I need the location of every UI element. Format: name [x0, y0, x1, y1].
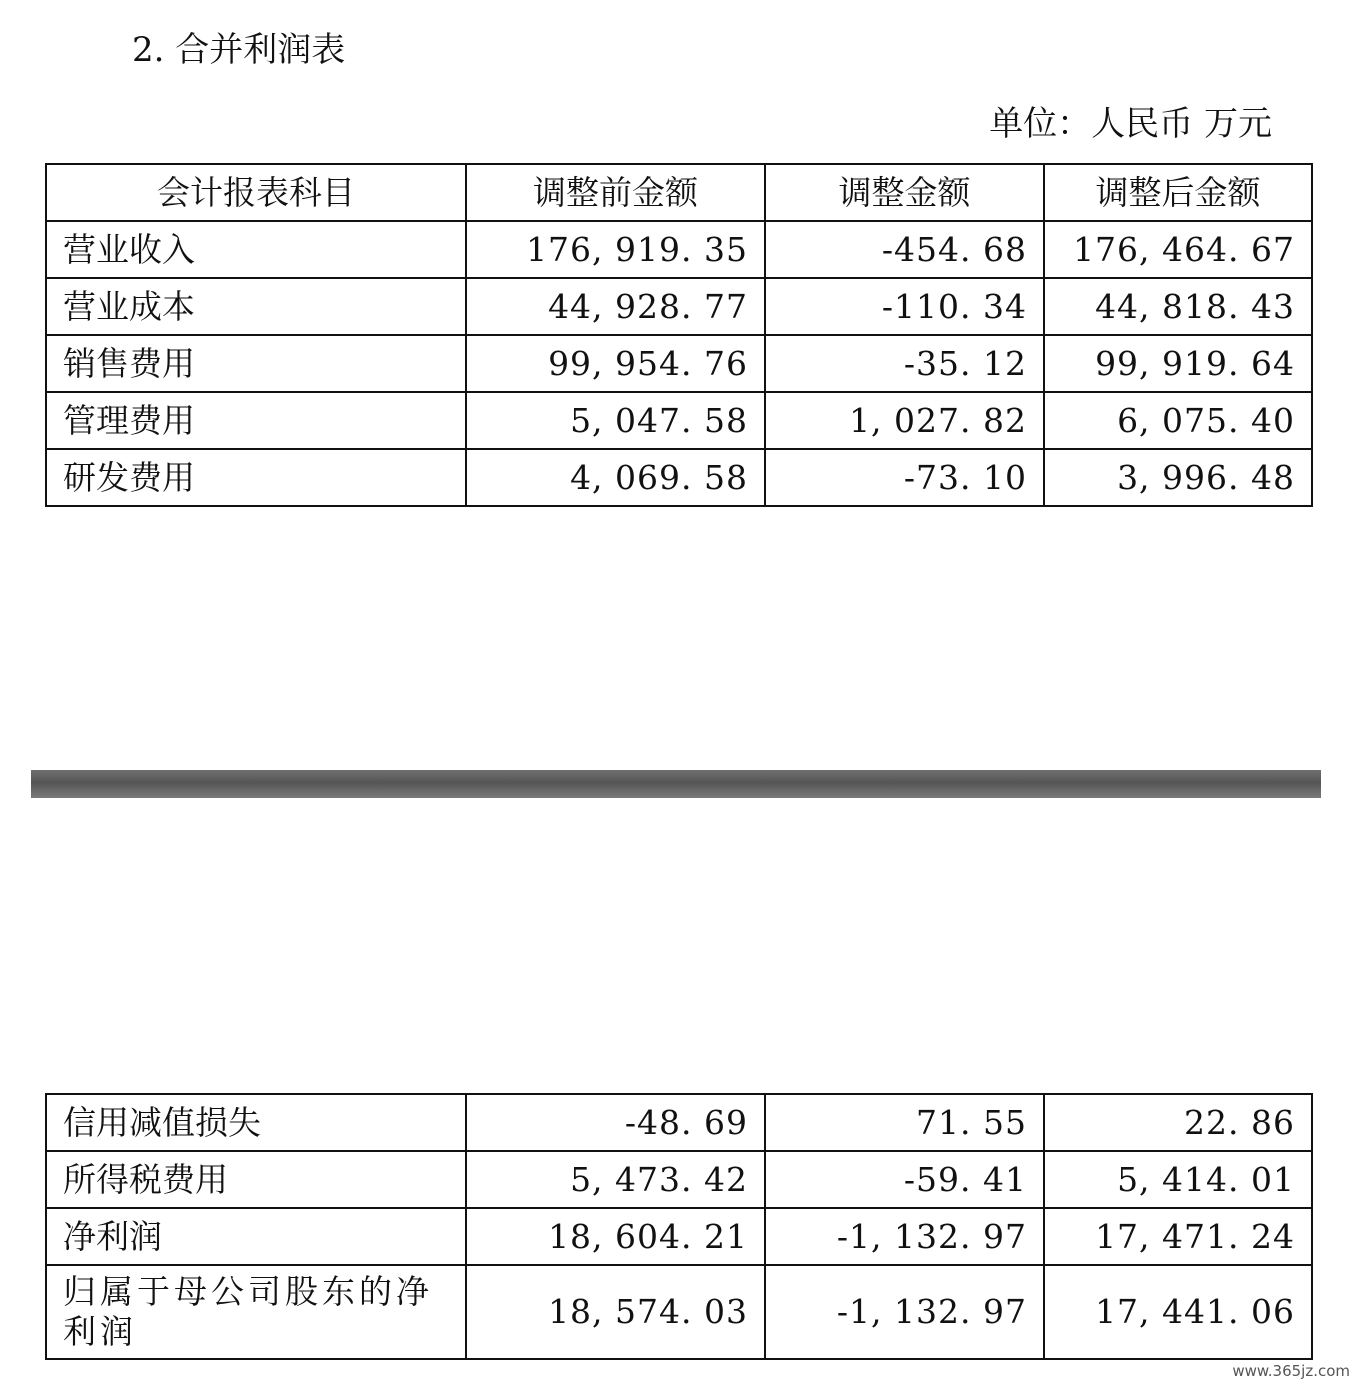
row-item: 管理费用	[46, 392, 466, 449]
row-adjust: -59. 41	[765, 1151, 1044, 1208]
row-item: 信用减值损失	[46, 1094, 466, 1151]
row-after: 176, 464. 67	[1044, 221, 1312, 278]
row-before: 99, 954. 76	[466, 335, 765, 392]
table-row	[46, 392, 1312, 449]
row-after: 5, 414. 01	[1044, 1151, 1312, 1208]
row-adjust: -454. 68	[765, 221, 1044, 278]
row-adjust: -1, 132. 97	[765, 1265, 1044, 1359]
table-row	[46, 1265, 1312, 1359]
income-statement-table-top	[45, 163, 1313, 507]
row-item: 销售费用	[46, 335, 466, 392]
row-adjust: -35. 12	[765, 335, 1044, 392]
row-adjust: -110. 34	[765, 278, 1044, 335]
page-divider-band	[31, 770, 1321, 798]
row-after: 22. 86	[1044, 1094, 1312, 1151]
table-row	[46, 1151, 1312, 1208]
header-after: 调整后金额	[1044, 164, 1312, 221]
section-title: 2. 合并利润表	[132, 30, 346, 70]
row-after: 17, 471. 24	[1044, 1208, 1312, 1265]
header-adjust: 调整金额	[765, 164, 1044, 221]
row-after: 17, 441. 06	[1044, 1265, 1312, 1359]
table-row	[46, 449, 1312, 506]
row-adjust: 71. 55	[765, 1094, 1044, 1151]
row-item: 营业成本	[46, 278, 466, 335]
row-before: 18, 574. 03	[466, 1265, 765, 1359]
currency-unit: 单位：人民币 万元	[989, 104, 1272, 144]
table-row	[46, 1208, 1312, 1265]
header-item: 会计报表科目	[46, 164, 466, 221]
table-row	[46, 278, 1312, 335]
table-row	[46, 1094, 1312, 1151]
table-header-row	[46, 164, 1312, 221]
row-item: 净利润	[46, 1208, 466, 1265]
table-row	[46, 221, 1312, 278]
header-before: 调整前金额	[466, 164, 765, 221]
row-adjust: 1, 027. 82	[765, 392, 1044, 449]
row-after: 44, 818. 43	[1044, 278, 1312, 335]
row-adjust: -73. 10	[765, 449, 1044, 506]
site-watermark: www.365jz.com	[1232, 1362, 1350, 1380]
row-before: 176, 919. 35	[466, 221, 765, 278]
row-item: 归属于母公司股东的净利润	[46, 1265, 466, 1359]
income-statement-table-bottom	[45, 1093, 1313, 1360]
row-before: 44, 928. 77	[466, 278, 765, 335]
row-item: 所得税费用	[46, 1151, 466, 1208]
row-item: 研发费用	[46, 449, 466, 506]
row-after: 3, 996. 48	[1044, 449, 1312, 506]
row-before: 18, 604. 21	[466, 1208, 765, 1265]
row-after: 6, 075. 40	[1044, 392, 1312, 449]
table-row	[46, 335, 1312, 392]
row-before: -48. 69	[466, 1094, 765, 1151]
row-before: 4, 069. 58	[466, 449, 765, 506]
row-adjust: -1, 132. 97	[765, 1208, 1044, 1265]
row-before: 5, 473. 42	[466, 1151, 765, 1208]
row-item: 营业收入	[46, 221, 466, 278]
row-after: 99, 919. 64	[1044, 335, 1312, 392]
row-before: 5, 047. 58	[466, 392, 765, 449]
